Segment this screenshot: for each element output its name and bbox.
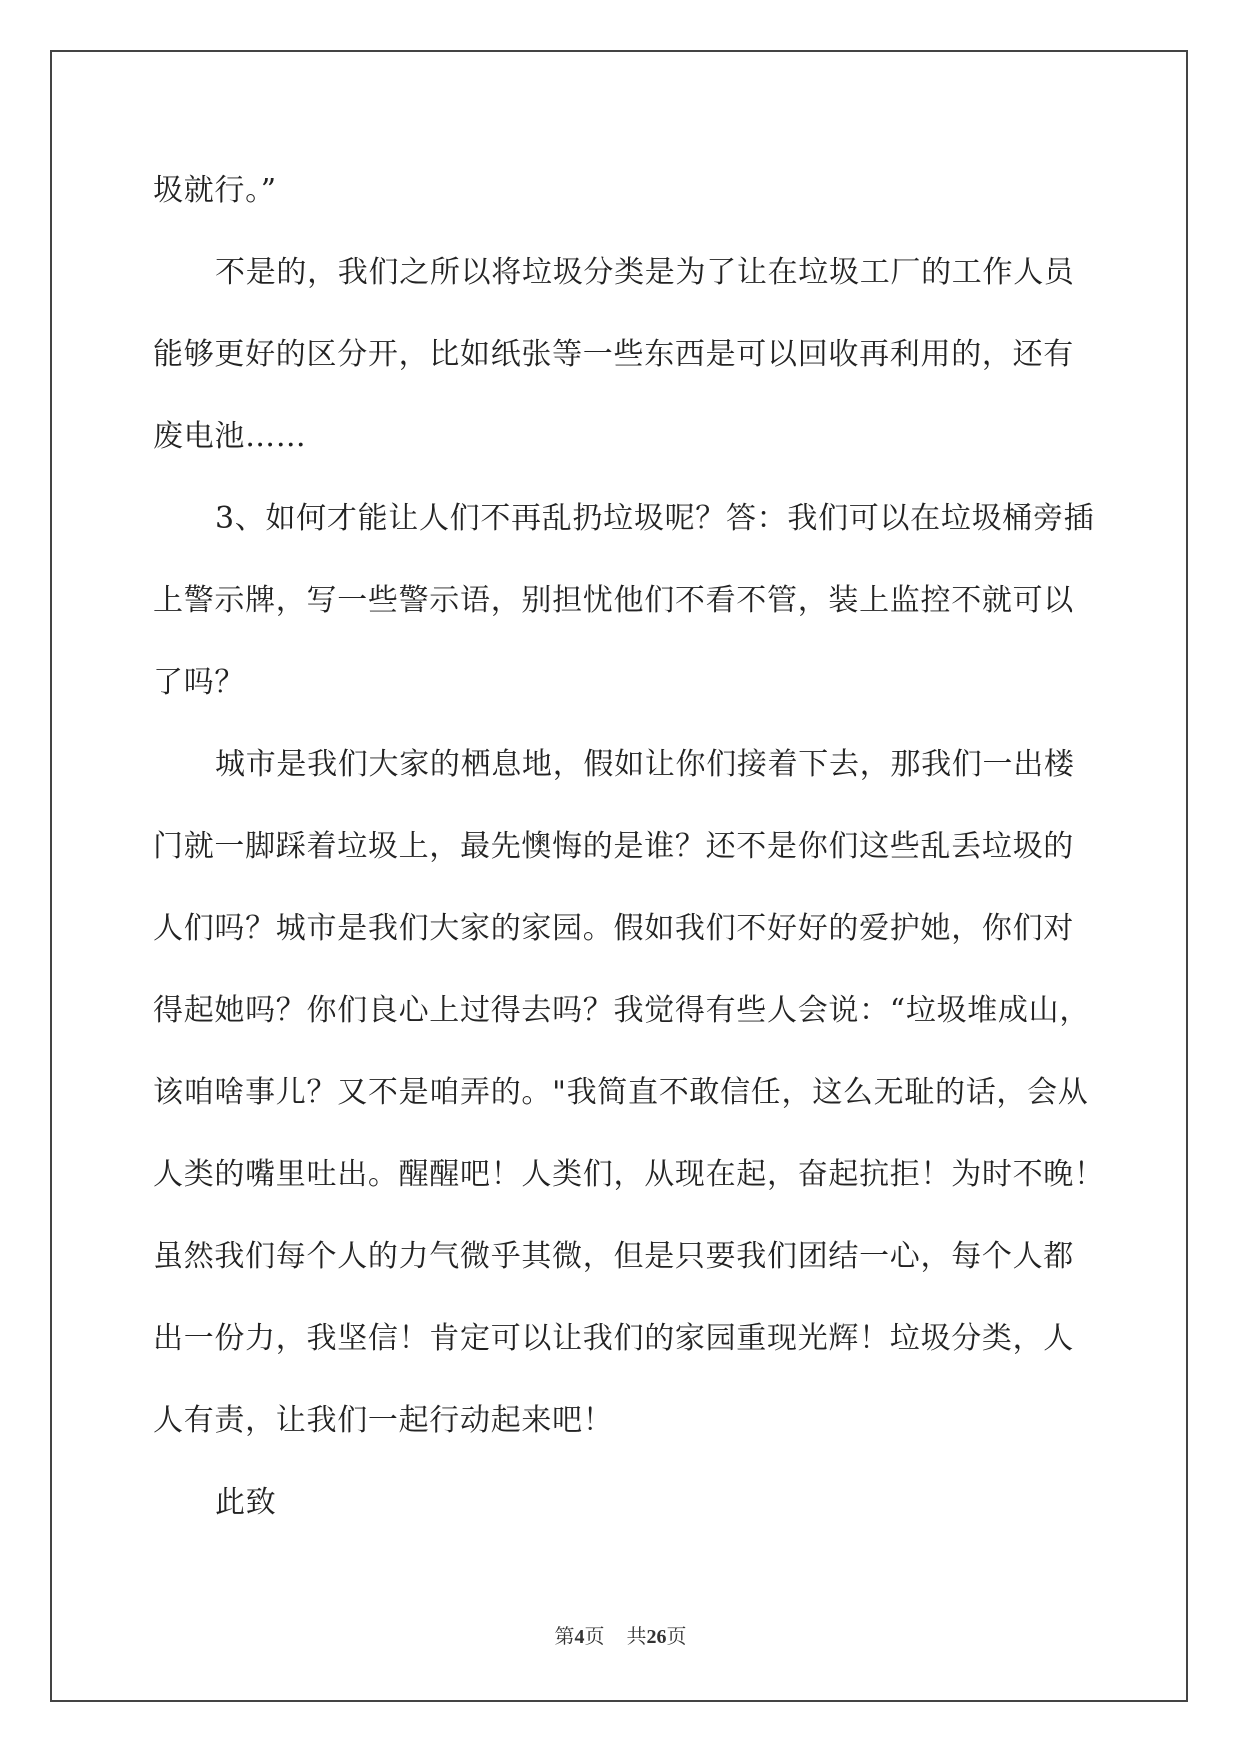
document-body xyxy=(153,150,1105,1544)
total-suffix: 页 xyxy=(666,1626,687,1648)
text-line: 城市是我们大家的栖息地，假如让你们接着下去，那我们一出楼 xyxy=(215,747,1075,782)
total-prefix: 共 xyxy=(626,1626,647,1648)
text-line: 3、如何才能让人们不再乱扔垃圾呢？答：我们可以在垃圾桶旁插 xyxy=(215,501,1095,536)
text-line: 出一份力，我坚信！肯定可以让我们的家园重现光辉！垃圾分类，人 xyxy=(153,1321,1074,1356)
text-line: 门就一脚踩着垃圾上，最先懊悔的是谁？还不是你们这些乱丢垃圾的 xyxy=(153,829,1074,864)
text-line: 上警示牌，写一些警示语，别担忧他们不看不管，装上监控不就可以 xyxy=(153,583,1074,618)
text-line: 圾就行。” xyxy=(153,173,277,208)
text-line: 废电池…… xyxy=(153,419,307,454)
page-number: 4 xyxy=(574,1626,585,1648)
total-pages: 26 xyxy=(646,1626,667,1648)
text-line: 了吗？ xyxy=(153,665,246,700)
closing-salutation: 此致 xyxy=(215,1485,277,1520)
text-line: 该咱啥事儿？又不是咱弄的。"我简直不敢信任，这么无耻的话，会从 xyxy=(153,1075,1089,1110)
text-line: 人有责，让我们一起行动起来吧！ xyxy=(153,1403,614,1438)
page-prefix: 第 xyxy=(554,1626,575,1648)
text-line: 得起她吗？你们良心上过得去吗？我觉得有些人会说：“垃圾堆成山， xyxy=(153,993,1091,1028)
text-line: 虽然我们每个人的力气微乎其微，但是只要我们团结一心，每个人都 xyxy=(153,1239,1074,1274)
text-line: 人类的嘴里吐出。醒醒吧！人类们，从现在起，奋起抗拒！为时不晚！ xyxy=(153,1157,1105,1192)
text-line: 人们吗？城市是我们大家的家园。假如我们不好好的爱护她，你们对 xyxy=(153,911,1074,946)
text-line: 能够更好的区分开，比如纸张等一些东西是可以回收再利用的，还有 xyxy=(153,337,1074,372)
text-line: 不是的，我们之所以将垃圾分类是为了让在垃圾工厂的工作人员 xyxy=(215,255,1075,290)
page-suffix: 页 xyxy=(584,1626,605,1648)
page-footer xyxy=(0,1620,1241,1649)
